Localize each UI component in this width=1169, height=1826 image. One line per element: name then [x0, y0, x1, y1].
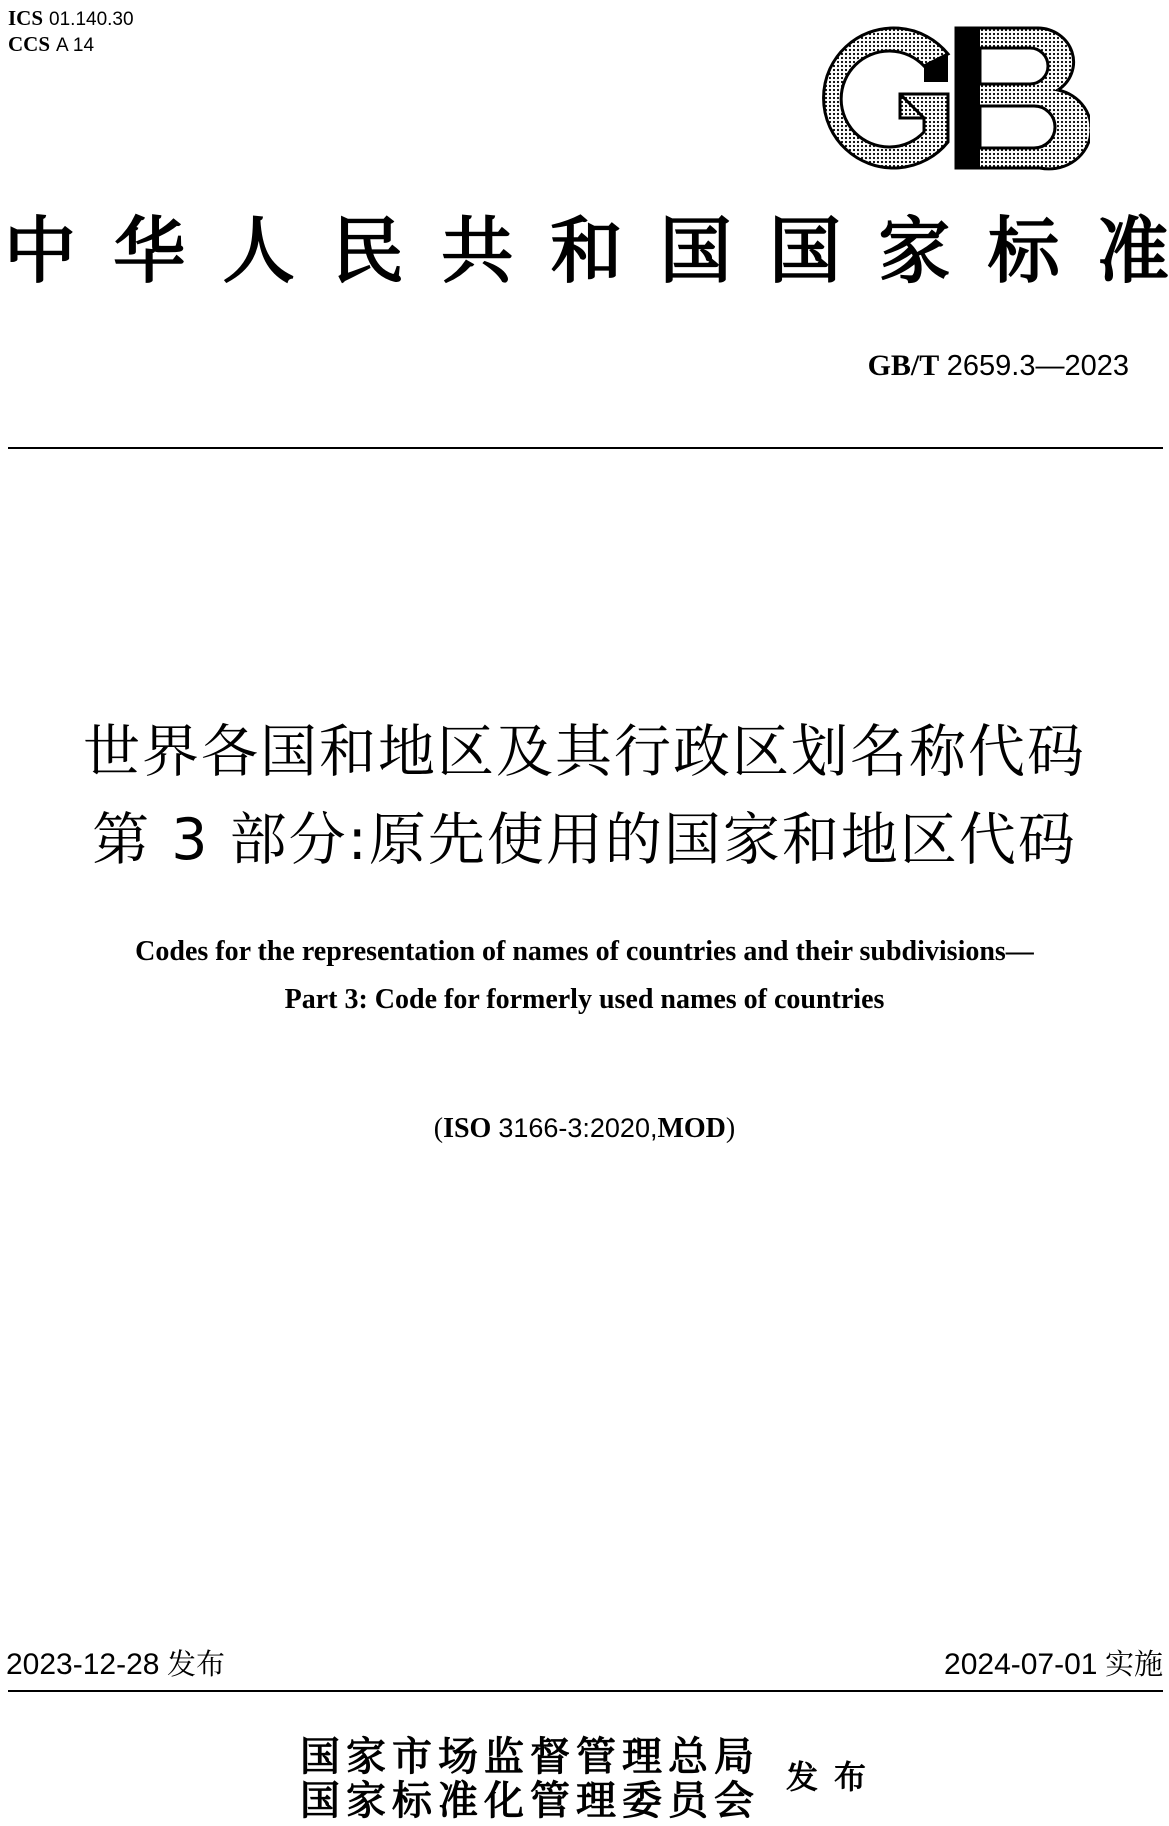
issuer-line-2: 国家标准化管理委员会 — [300, 1777, 760, 1824]
title-char: 国 — [659, 209, 732, 293]
issuer-line-1: 国家市场监督管理总局 — [300, 1733, 760, 1780]
ccs-label: CCS — [8, 32, 51, 56]
english-title-line-1: Codes for the representation of names of countries and their subdivisions— — [135, 936, 1034, 967]
implement-date — [944, 1644, 1163, 1685]
english-title-line-2: Part 3: Code for formerly used names of countries — [284, 984, 885, 1015]
implement-date-value: 2024-07-01 — [944, 1648, 1098, 1681]
title-char: 华 — [113, 209, 186, 293]
standard-number-value: 2659.3—2023 — [946, 350, 1129, 382]
bottom-divider — [8, 1690, 1163, 1692]
title-char: 中 — [4, 209, 77, 293]
standard-prefix: GB/T — [867, 349, 940, 382]
title-char: 家 — [878, 209, 951, 293]
gb-logo-icon — [808, 24, 1090, 172]
standard-number — [868, 346, 1129, 386]
chinese-title-line-2: 第 3 部分:原先使用的国家和地区代码 — [92, 807, 1077, 873]
title-char: 标 — [987, 209, 1060, 293]
top-divider — [8, 447, 1163, 449]
title-char: 民 — [331, 209, 404, 293]
chinese-title-line-1: 世界各国和地区及其行政区划名称代码 — [83, 719, 1086, 785]
publish-label: 发布 — [786, 1758, 883, 1796]
iso-number: 3166-3:2020, — [498, 1113, 658, 1143]
iso-open-paren: ( — [433, 1113, 444, 1144]
ccs-value: A 14 — [56, 35, 95, 56]
iso-reference — [0, 1108, 1169, 1149]
national-standard-title — [4, 206, 1169, 296]
ics-code — [8, 6, 134, 32]
issue-date — [6, 1644, 225, 1685]
iso-degree: MOD — [657, 1113, 726, 1144]
ccs-code — [8, 32, 94, 58]
title-char: 人 — [222, 209, 295, 293]
ics-label: ICS — [8, 6, 44, 30]
title-char: 准 — [1096, 209, 1169, 293]
title-char: 和 — [550, 209, 623, 293]
ics-value: 01.140.30 — [49, 9, 134, 30]
title-char: 国 — [769, 209, 842, 293]
issue-label: 发布 — [166, 1647, 225, 1681]
issue-date-value: 2023-12-28 — [6, 1648, 160, 1681]
iso-close-paren: ) — [725, 1113, 736, 1144]
title-char: 共 — [441, 209, 514, 293]
iso-standard: ISO — [443, 1113, 492, 1144]
implement-label: 实施 — [1104, 1647, 1163, 1681]
